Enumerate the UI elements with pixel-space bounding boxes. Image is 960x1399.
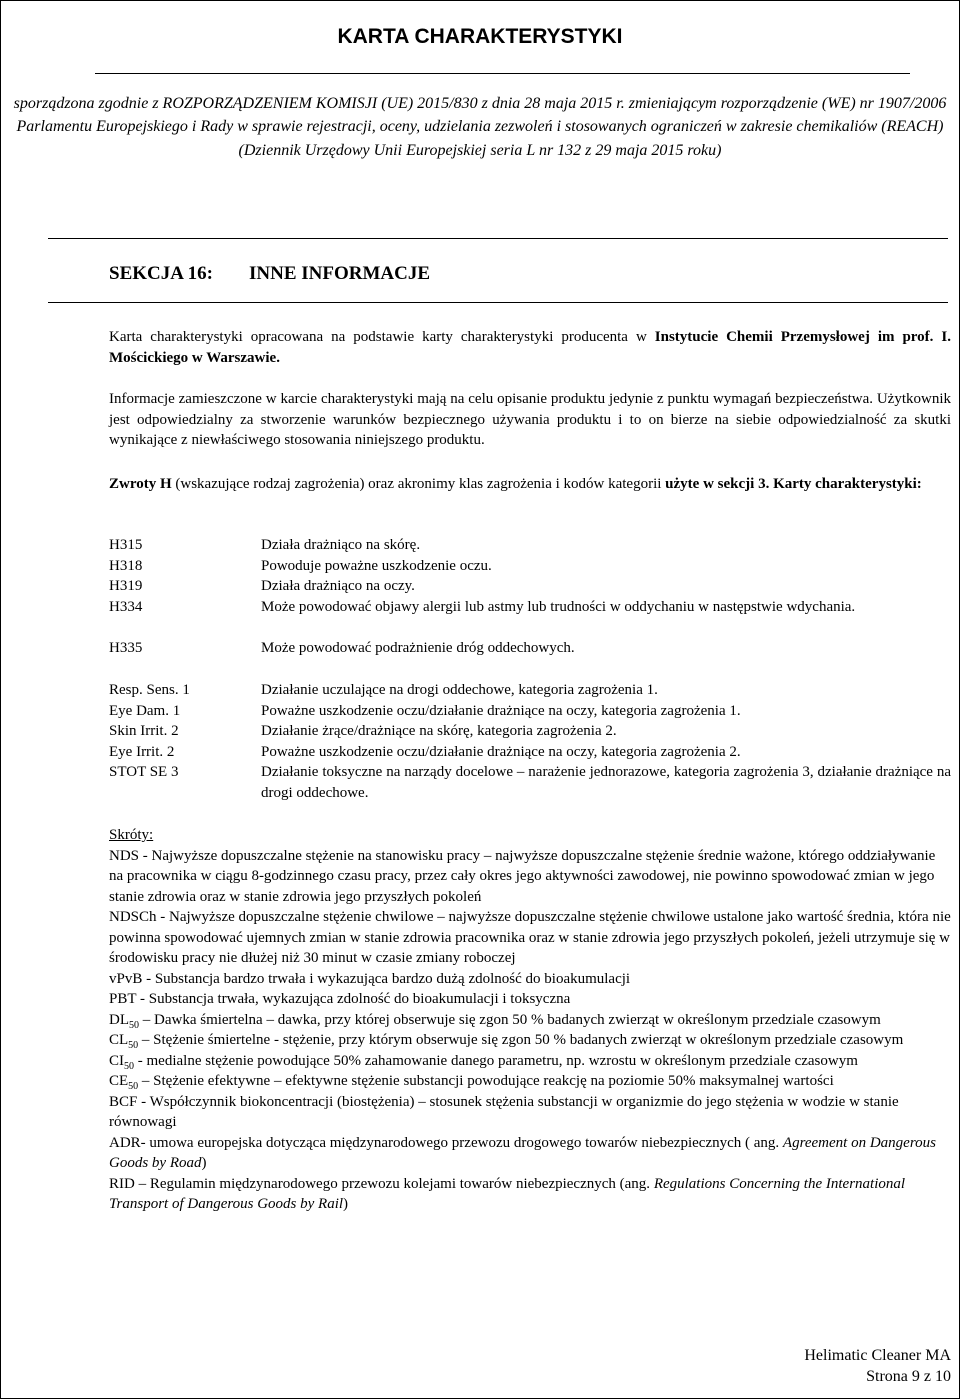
h-text: Powoduje poważne uszkodzenie oczu. [261, 558, 492, 574]
source-institute: Instytucie Chemii Przemysłowej im prof. I. Mościckiego w Warszawie. [109, 329, 951, 366]
abbr-ci-text: - medialne stężenie powodujące 50% zahamowanie danego parametru, np. wzrostu w określonym przedziale czasowym [134, 1052, 858, 1069]
abbr-ce-text: – Stężenie efektywne – efektywne stężenie substancji powodujące reakcję na poziomie 50% maksymalnej wartości [138, 1073, 834, 1089]
hazard-text: Działanie toksyczne na narządy docelowe – narażenie jednorazowe, kategoria zagrożenia 3, działanie drażniące na drogi oddechowe. [261, 764, 951, 801]
abbr-vpvb: vPvB - Substancja bardzo trwała i wykazująca bardzo dużą zdolność do bioakumulacji [109, 970, 631, 987]
source-paragraph [109, 327, 951, 368]
hazard-text: Działanie uczulające na drogi oddechowe, kategoria zagrożenia 1. [261, 682, 658, 698]
abbr-rid-italic: Regulations Concerning the International Transport of Dangerous Goods by Rail [109, 1175, 906, 1212]
abbr-rid-text: RID – Regulamin międzynarodowego przewozu kolejami towarów niebezpiecznych (ang. [109, 1175, 654, 1192]
footer-product-name: Helimatic Cleaner MA [804, 1347, 951, 1364]
abbr-pbt: PBT - Substancja trwała, wykazująca zdolność do bioakumulacji i toksyczna [109, 991, 571, 1007]
title-divider [95, 73, 910, 74]
hazard-code: Resp. Sens. 1 [109, 682, 190, 698]
hazard-code: Eye Dam. 1 [109, 703, 181, 719]
abbr-ce [109, 1071, 951, 1092]
h-text: Działa drażniąco na oczy. [261, 578, 415, 594]
abbr-ci-sub: 50 [124, 1060, 134, 1072]
abbreviations-block [109, 825, 951, 1215]
h-code: H315 [109, 537, 143, 553]
hazard-code: Eye Irrit. 2 [109, 744, 175, 760]
page-border-left [0, 0, 1, 1399]
abbr-adr [109, 1133, 951, 1174]
h-statements-intro [109, 474, 951, 495]
abbr-cl-prefix: CL [109, 1032, 129, 1048]
abbr-cl-text: – Stężenie śmiertelne - stężenie, przy którym obserwuje się zgon 50 % badanych zwierząt w określonym przedziale czasowym [138, 1032, 904, 1048]
h-code: H319 [109, 578, 143, 594]
abbr-rid [109, 1174, 951, 1215]
hazard-text: Poważne uszkodzenie oczu/działanie drażniące na oczy, kategoria zagrożenia 1. [261, 703, 741, 719]
h-code: H318 [109, 558, 143, 574]
page-footer [804, 1345, 951, 1387]
h-statements-intro-bold: użyte w sekcji 3. Karty charakterystyki: [665, 476, 922, 492]
footer-page-number: Strona 9 z 10 [866, 1368, 951, 1385]
document-title: KARTA CHARAKTERYSTYKI [337, 25, 623, 48]
regulation-subtitle: sporządzona zgodnie z ROZPORZĄDZENIEM KOMISJI (UE) 2015/830 z dnia 28 maja 2015 r. zmieniającym rozporządzenie (WE) nr 1907/2006 Parlamentu Europejskiego i Rady w sprawie rejestracji, oceny, udzielania zezwoleń i stosowanych ograniczeń w zakresie chemikaliów (REACH) (Dziennik Urzędowy Unii Europejskiej seria L nr 132 z 29 maja 2015 roku) [13, 95, 947, 159]
h-statements-label: Zwroty H [109, 476, 172, 492]
abbr-ce-prefix: CE [109, 1073, 129, 1089]
hazard-code: STOT SE 3 [109, 764, 179, 780]
hazard-code: Skin Irrit. 2 [109, 723, 179, 739]
abbr-bcf: BCF - Współczynnik biokoncentracji (biostężenia) – stosunek stężenia substancji w organizmie do jego stężenia w wodzie w stanie równowagi [109, 1093, 899, 1130]
abbr-adr-italic: Agreement on Dangerous Goods by Road [109, 1134, 936, 1171]
abbr-dl-sub: 50 [129, 1019, 139, 1031]
disclaimer-paragraph: Informacje zamieszczone w karcie charakterystyki mają na celu opisanie produktu jedynie z punktu wymagań bezpieczeństwa. Użytkownik jest odpowiedzialny za stworzenie warunków bezpiecznego używania produktu i to on bierze na siebie odpowiedzialność za skutki wynikające z niewłaściwego stosowania niniejszego produktu. [109, 391, 951, 448]
section-name: INNE INFORMACJE [249, 263, 431, 284]
section-top-divider [48, 238, 948, 239]
abbr-ci-prefix: CI [109, 1052, 124, 1069]
abbr-ndsch: NDSCh - Najwyższe dopuszczalne stężenie chwilowe – najwyższe dopuszczalne stężenie chwilowe ustalone jako wartość średnia, która nie powinna spowodować ujemnych zmian w stanie zdrowia pracownika oraz w stanie zdrowia jego przyszłych pokoleń, jeżeli utrzymuje się w środowisku pracy nie dłużej niż 30 minut w czasie zmiany roboczej [109, 909, 951, 966]
abbr-adr-end: ) [201, 1155, 207, 1171]
abbr-rid-end: ) [343, 1196, 349, 1212]
section-heading [109, 262, 431, 286]
h-text: Może powodować objawy alergii lub astmy lub trudności w oddychaniu w następstwie wdychania. [261, 599, 856, 615]
abbr-ce-sub: 50 [128, 1081, 139, 1092]
source-text: Karta charakterystyki opracowana na podstawie karty charakterystyki producenta w [109, 329, 655, 345]
abbr-cl [109, 1030, 951, 1051]
hazard-text: Działanie żrące/drażniące na skórę, kategoria zagrożenia 2. [261, 723, 617, 739]
section-number: SEKCJA 16: [109, 263, 213, 284]
abbr-dl-prefix: DL [109, 1011, 129, 1028]
abbr-dl-text: – Dawka śmiertelna – dawka, przy której obserwuje się zgon 50 % badanych zwierząt w określonym przedziale czasowym [139, 1011, 881, 1028]
h-text: Działa drażniąco na skórę. [261, 537, 421, 553]
abbr-ci [109, 1051, 951, 1072]
abbr-dl [109, 1010, 951, 1031]
h-code: H335 [109, 640, 143, 656]
h-code: H334 [109, 599, 143, 615]
abbr-nds: NDS - Najwyższe dopuszczalne stężenie na stanowisku pracy – najwyższe dopuszczalne stężenie średnie ważone, którego oddziaływanie na pracownika w ciągu 8-godzinnego czasu pracy, przez cały okres jego aktywności zawodowej, nie powinno spowodować zmian w jego stanie zdrowia oraz w stanie zdrowia jego przyszłych pokoleń [109, 847, 936, 905]
hazard-text: Poważne uszkodzenie oczu/działanie drażniące na oczy, kategoria zagrożenia 2. [261, 744, 741, 760]
abbr-adr-text: ADR- umowa europejska dotycząca międzynarodowego przewozu drogowego towarów niebezpiecznych ( ang. [109, 1134, 783, 1151]
h-text: Może powodować podrażnienie dróg oddechowych. [261, 640, 575, 656]
abbr-cl-sub: 50 [128, 1040, 139, 1051]
h-statements-intro-text: (wskazujące rodzaj zagrożenia) oraz akronimy klas zagrożenia i kodów kategorii [171, 476, 666, 492]
abbreviations-heading: Skróty: [109, 827, 154, 843]
section-bottom-divider [48, 302, 948, 303]
